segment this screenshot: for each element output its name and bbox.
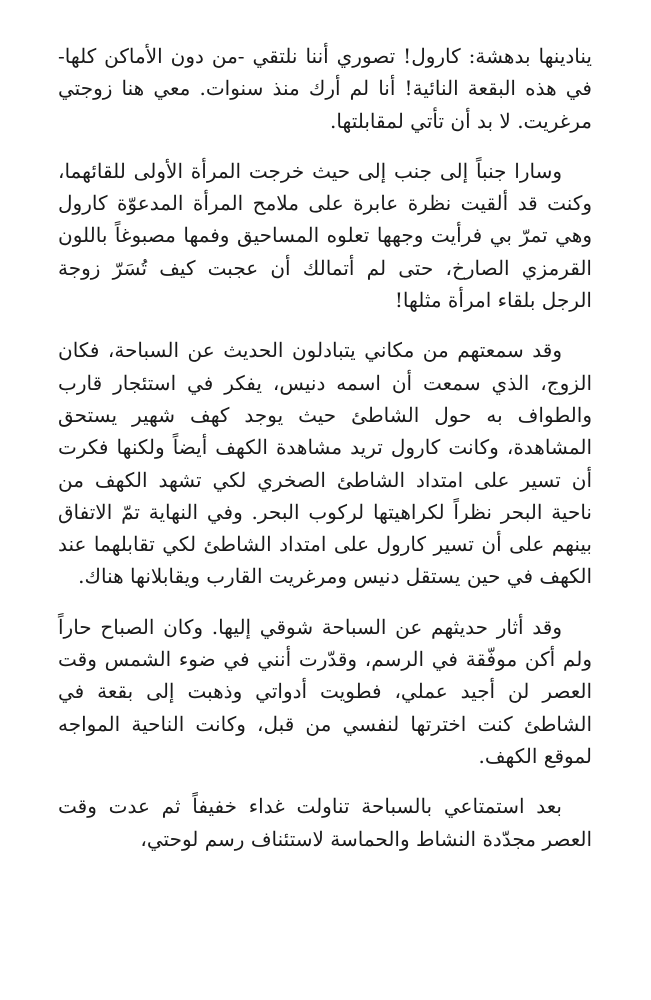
paragraph-swimming: وقد أثار حديثهم عن السباحة شوقي إليها. وكان الصباح حاراً ولم أكن موفّقة في الرسم، وقدّرت أنني في ضوء الشمس وقت العصر لن أجيد عملي، فطويت أدواتي وذهبت إلى بقعة في الشاطئ كنت اخترتها لنفسي من قبل، وكانت الناحية المواجه لموقع الكهف. [58, 614, 592, 768]
paragraph-afternoon: بعد استمتاعي بالسباحة تناولت غداء خفيفاً ثم عدت وقت العصر مجدّدة النشاط والحماسة لاستئناف رسم لوحتي، [58, 794, 592, 851]
paragraph-carol-description: وسارا جنباً إلى جنب إلى حيث خرجت المرأة الأولى للقائهما، وكنت قد ألقيت نظرة عابرة على ملامح المرأة المدعوّة كارول وهي تمرّ بي فرأيت وجهها تعلوه المساحيق وفمها مصبوغاً باللون القرمزي الصارخ، حتى لم أتمالك أن عجبت كيف تُسَرّ زوجة الرجل بلقاء امرأة مثلها! [58, 158, 592, 313]
paragraph-greeting: ينادينها بدهشة: كارول! تصوري أننا نلتقي -من دون الأماكن كلها- في هذه البقعة النائية! أنا لم أرك منذ سنوات. معي هنا زوجتي مرغريت. لا بد أن تأتي لمقابلتها. [58, 44, 592, 133]
document-page [58, 40, 592, 855]
paragraph-cave-plan: وقد سمعتهم من مكاني يتبادلون الحديث عن السباحة، فكان الزوج، الذي سمعت أن اسمه دنيس، يفكر في استئجار قارب والطواف به حول الشاطئ حيث يوجد كهف شهير يستحق المشاهدة، وكانت كارول تريد مشاهدة الكهف أيضاً ولكنها فكرت أن تسير على امتداد الشاطئ الصخري لكي تشهد الكهف من ناحية البحر نظراً لكراهيتها لركوب البحر. وفي النهاية تمّ الاتفاق بينهم على أن تسير كارول على امتداد الشاطئ لكي تقابلهما عند الكهف في حين يستقل دنيس ومرغريت القارب ويقابلانها هناك. [58, 338, 592, 589]
